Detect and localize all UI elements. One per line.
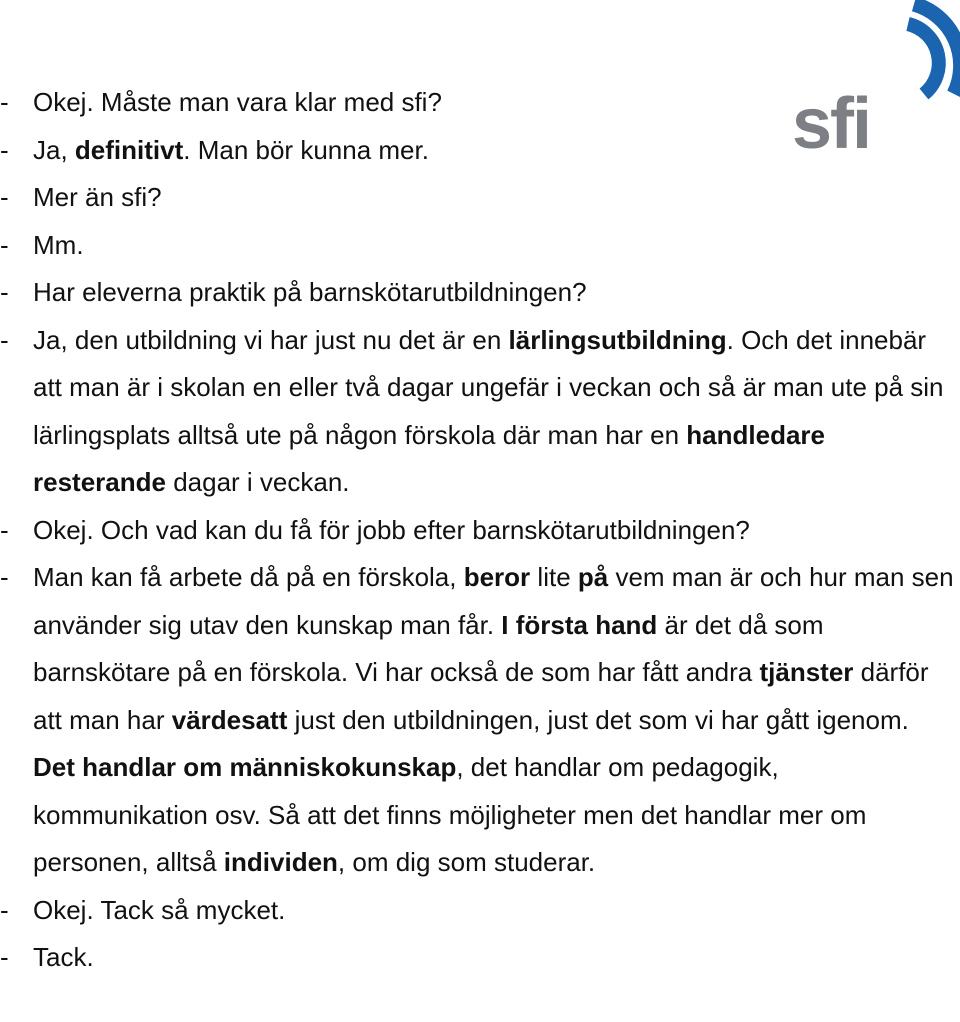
bold-text: på: [577, 562, 609, 592]
dialogue-turn: [0, 507, 955, 555]
dialogue-turn: [0, 174, 955, 222]
text-segment: . Man bör kunna mer.: [183, 134, 429, 165]
dialogue-turn: [0, 554, 955, 887]
text-segment: Okej. Tack så mycket.: [33, 894, 286, 925]
text-segment: , om dig som studerar.: [337, 847, 596, 877]
bold-text: handledare resterande: [33, 419, 825, 497]
text-segment: Man kan få arbete då på en förskola,: [33, 562, 464, 592]
text-segment: , det handlar om pedagogik, kommunikation osv. Så att det finns möjligheter men det handlar mer om personen, alltså: [33, 752, 867, 877]
dialogue-dash: -: [0, 514, 9, 545]
dialogue-dash: -: [0, 277, 9, 307]
text-segment: därför att man har: [33, 657, 929, 735]
dialogue-dash: -: [0, 229, 9, 260]
text-segment: Okej. Och vad kan du få för jobb efter barnskötarutbildningen?: [33, 514, 750, 545]
text-segment: lite: [530, 562, 578, 592]
bold-text: definitivt: [74, 134, 184, 165]
dialogue-dash: -: [0, 562, 9, 592]
dialogue-turn: [0, 127, 955, 175]
text-segment: Mm.: [33, 229, 84, 260]
bold-text: Det handlar om människokunskap: [33, 752, 457, 782]
dialogue-turn: [0, 222, 955, 270]
dialogue-turn: [0, 887, 955, 935]
dialogue-turn: [0, 79, 955, 127]
dialogue-dash: -: [0, 182, 9, 212]
text-segment: Okej. Måste man vara klar med sfi?: [33, 87, 442, 117]
bold-text: individen: [223, 847, 338, 877]
dialogue-dash: -: [0, 324, 9, 355]
bold-text: värdesatt: [171, 704, 288, 735]
interview-transcript: [0, 79, 955, 982]
dialogue-dash: -: [0, 894, 9, 925]
dialogue-turn: [0, 317, 955, 507]
text-segment: just den utbildningen, just det som vi har gått igenom.: [287, 704, 909, 735]
sfi-logo-text: sfi: [792, 84, 871, 160]
bold-text: beror: [463, 562, 531, 592]
bold-text: lärlingsutbildning: [508, 324, 727, 355]
dialogue-turn: [0, 269, 955, 317]
bold-text: tjänster: [759, 657, 854, 687]
dialogue-dash: -: [0, 134, 9, 165]
text-segment: dagar i veckan.: [165, 467, 350, 497]
dialogue-dash: -: [0, 942, 9, 972]
dialogue-turn: [0, 934, 955, 982]
bold-text: I första hand: [501, 609, 658, 640]
dialogue-dash: -: [0, 87, 9, 117]
text-segment: Tack.: [33, 942, 94, 972]
text-segment: vem man är och hur man sen använder sig utav den kunskap man får.: [33, 562, 954, 640]
text-segment: Mer än sfi?: [33, 182, 162, 212]
text-segment: Har eleverna praktik på barnskötarutbildningen?: [33, 277, 587, 307]
text-segment: Ja,: [33, 134, 75, 165]
text-segment: Ja, den utbildning vi har just nu det är en: [33, 324, 509, 355]
text-segment: är det då som barnskötare på en förskola. Vi har också de som har fått andra: [33, 609, 824, 687]
text-segment: . Och det innebär att man är i skolan en eller två dagar ungefär i veckan och så är man ute på sin lärlingsplats alltså ute på någon förskola där man har en: [33, 324, 944, 450]
